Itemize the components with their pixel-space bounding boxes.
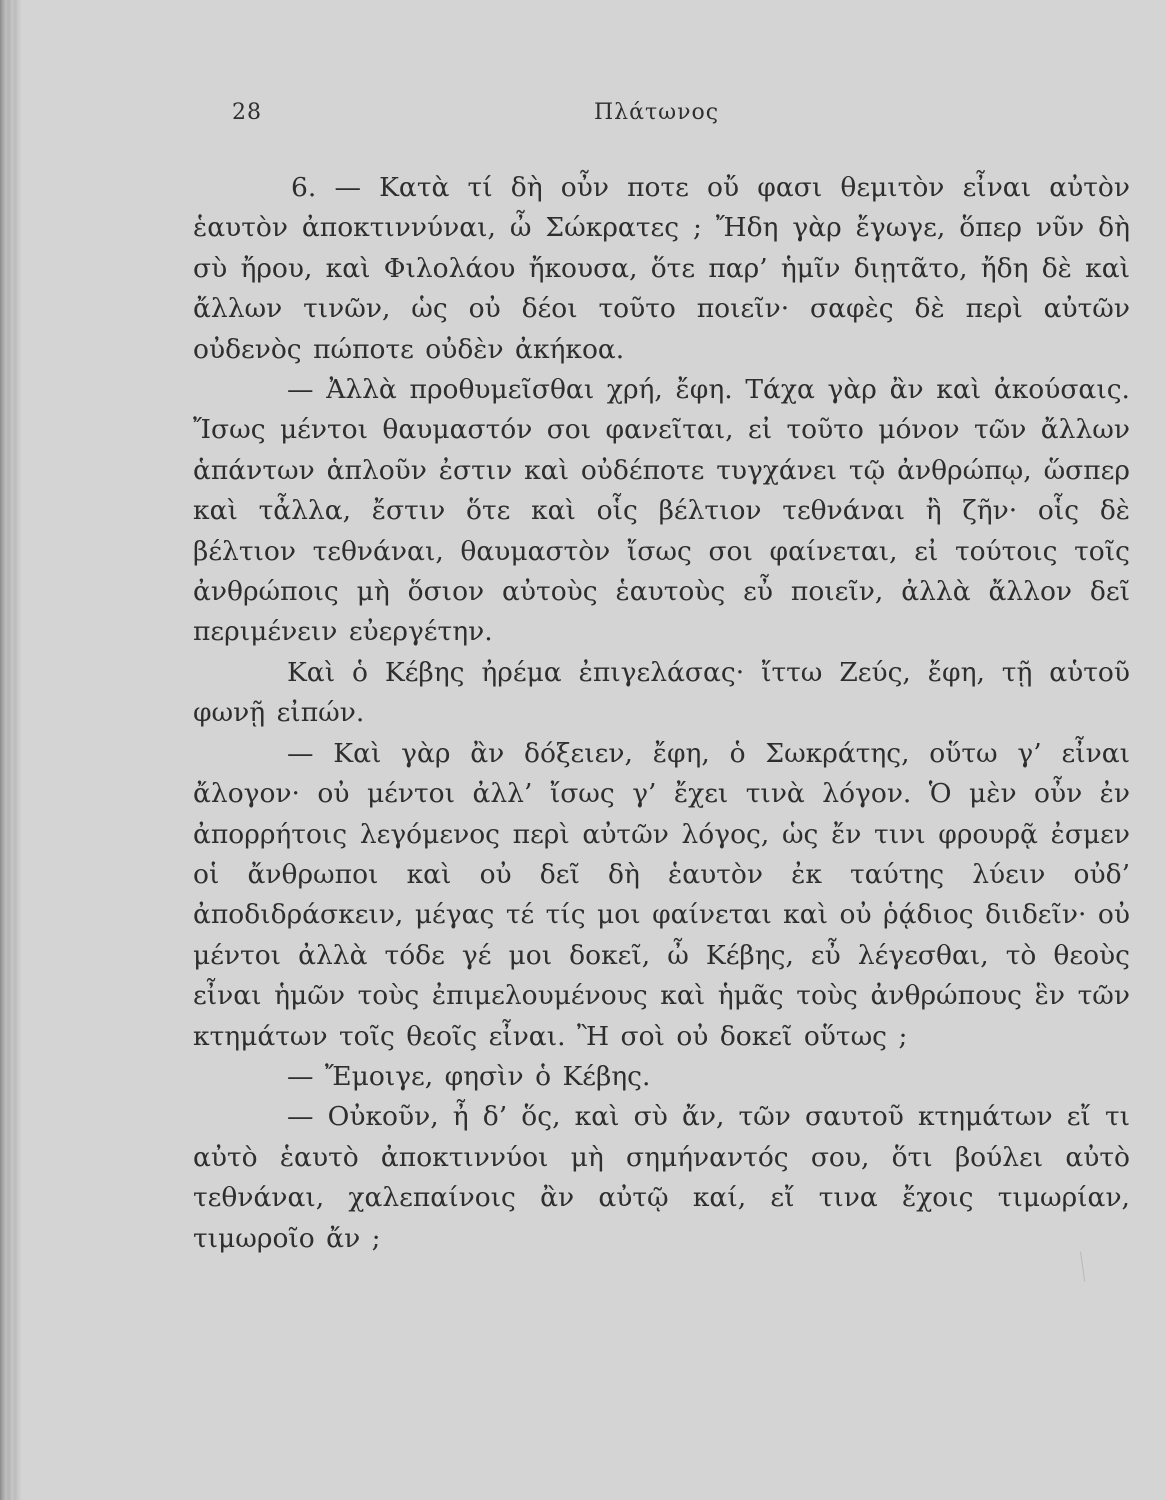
paragraph: — Οὐκοῦν, ἦ δ’ ὅς, καὶ σὺ ἄν, τῶν σαυτοῦ κτημάτων εἴ τι αὐτὸ ἑαυτὸ ἀποκτιννύοι μὴ σημήναντός σου, ὅτι βούλει αὐτὸ τεθνάναι, χαλεπαίνοις ἂν αὐτῷ καί, εἴ τινα ἔχοις τιμωρίαν, τιμωροῖο ἄν ;: [193, 1101, 1130, 1254]
body-text: [193, 168, 1130, 1259]
running-title: Πλάτωνος: [594, 100, 720, 125]
pencil-margin-mark: [1080, 1249, 1107, 1282]
book-page-edge: [0, 0, 22, 1500]
paragraph: — Ἀλλὰ προθυμεῖσθαι χρή, ἔφη. Τάχα γὰρ ἂν καὶ ἀκούσαις. Ἴσως μέντοι θαυμαστόν σοι φανεῖται, εἰ τοῦτο μόνον τῶν ἄλλων ἁπάντων ἁπλοῦν ἐστιν καὶ οὐδέποτε τυγχάνει τῷ ἀνθρώπῳ, ὥσπερ καὶ τἆλλα, ἔστιν ὅτε καὶ οἷς βέλτιον τεθνάναι ἢ ζῆν· οἷς δὲ βέλτιον τεθνάναι, θαυμαστὸν ἴσως σοι φαίνεται, εἰ τούτοις τοῖς ἀνθρώποις μὴ ὅσιον αὐτοὺς ἑαυτοὺς εὖ ποιεῖν, ἀλλὰ ἄλλον δεῖ περιμένειν εὐεργέτην.: [193, 374, 1130, 648]
paragraph: Καὶ ὁ Κέβης ἠρέμα ἐπιγελάσας· ἴττω Ζεύς, ἔφη, τῇ αὑτοῦ φωνῇ εἰπών.: [193, 656, 1130, 729]
page-header: [0, 100, 1166, 140]
paragraph: — Ἔμοιγε, φησὶν ὁ Κέβης.: [287, 1060, 651, 1092]
paragraph: 6. — Κατὰ τί δὴ οὖν ποτε οὔ φασι θεμιτὸν εἶναι αὐτὸν ἑαυτὸν ἀποκτιννύναι, ὦ Σώκρατες ; Ἤδη γὰρ ἔγωγε, ὅπερ νῦν δὴ σὺ ἤρου, καὶ Φιλολάου ἤκουσα, ὅτε παρ’ ἡμῖν διῃτᾶτο, ἤδη δὲ καὶ ἄλλων τινῶν, ὡς οὐ δέοι τοῦτο ποιεῖν· σαφὲς δὲ περὶ αὐτῶν οὐδενὸς πώποτε οὐδὲν ἀκήκοα.: [193, 172, 1130, 365]
page-number: 28: [232, 100, 262, 125]
paragraph: — Καὶ γὰρ ἂν δόξειεν, ἔφη, ὁ Σωκράτης, οὕτω γ’ εἶναι ἄλογον· οὐ μέντοι ἀλλ’ ἴσως γ’ ἔχει τινὰ λόγον. Ὁ μὲν οὖν ἐν ἀπορρήτοις λεγόμενος περὶ αὐτῶν λόγος, ὡς ἔν τινι φρουρᾷ ἐσμεν οἱ ἄνθρωποι καὶ οὐ δεῖ δὴ ἑαυτὸν ἐκ ταύτης λύειν οὐδ’ ἀποδιδράσκειν, μέγας τέ τίς μοι φαίνεται καὶ οὐ ῥᾴδιος διιδεῖν· οὐ μέντοι ἀλλὰ τόδε γέ μοι δοκεῖ, ὦ Κέβης, εὖ λέγεσθαι, τὸ θεοὺς εἶναι ἡμῶν τοὺς ἐπιμελουμένους καὶ ἡμᾶς τοὺς ἀνθρώπους ἓν τῶν κτημάτων τοῖς θεοῖς εἶναι. Ἢ σοὶ οὐ δοκεῖ οὕτως ;: [193, 737, 1130, 1052]
